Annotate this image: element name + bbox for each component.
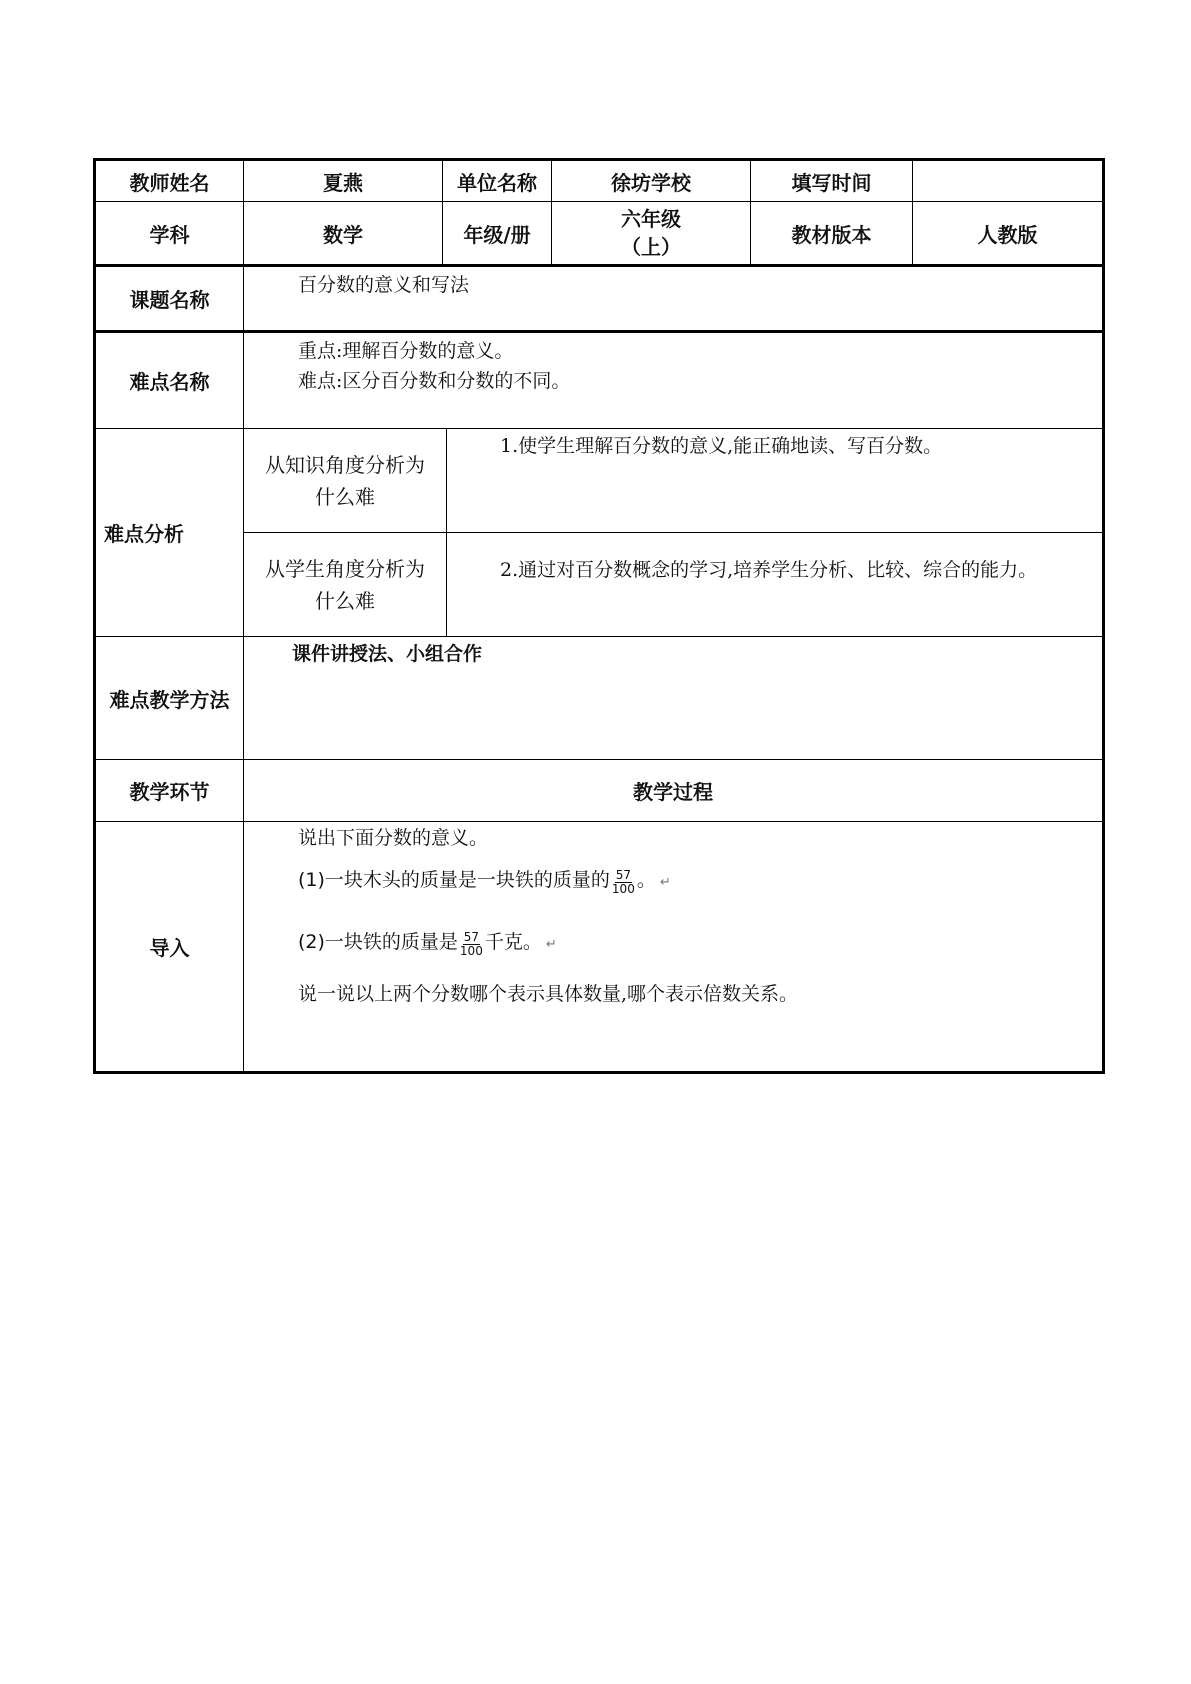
intro-item-1 xyxy=(298,866,671,897)
grade-value xyxy=(552,202,750,264)
table-rule xyxy=(93,264,1105,267)
table-rule xyxy=(93,821,1105,822)
fraction-57-100 xyxy=(460,931,483,958)
return-mark-icon: ↵ xyxy=(659,875,671,890)
intro-item-1-end: 。 xyxy=(636,869,656,891)
fraction-numerator: 57 xyxy=(463,930,480,944)
method-label: 难点教学方法 xyxy=(109,687,230,712)
intro-prompt: 说出下面分数的意义。 xyxy=(298,827,489,849)
unit-label: 单位名称 xyxy=(457,170,537,195)
topic-value: 百分数的意义和写法 xyxy=(298,274,470,296)
table-border-bottom xyxy=(93,1071,1105,1074)
knowledge-angle-line2: 什么难 xyxy=(315,484,375,509)
intro-question: 说一说以上两个分数哪个表示具体数量,哪个表示倍数关系。 xyxy=(298,983,799,1005)
subject-value: 数学 xyxy=(323,222,363,247)
teacher-value: 夏燕 xyxy=(323,170,363,195)
table-rule xyxy=(446,428,447,636)
grade-value-line1: 六年级 xyxy=(621,207,681,231)
fraction-numerator: 57 xyxy=(615,868,632,882)
knowledge-angle-value: 1.使学生理解百分数的意义,能正确地读、写百分数。 xyxy=(500,435,943,457)
edition-label: 教材版本 xyxy=(791,222,872,247)
table-border-right xyxy=(1102,158,1105,1074)
method-value: 课件讲授法、小组合作 xyxy=(292,643,483,665)
intro-label: 导入 xyxy=(149,936,190,960)
student-angle-line2: 什么难 xyxy=(315,588,375,613)
fraction-denominator: 100 xyxy=(459,944,483,958)
unit-value: 徐坊学校 xyxy=(611,170,691,195)
key-point-text: 重点:理解百分数的意义。 xyxy=(298,340,514,362)
fraction-denominator: 100 xyxy=(611,882,635,896)
edition-value: 人教版 xyxy=(977,222,1038,247)
stage-header-label: 教学环节 xyxy=(129,780,210,804)
difficulty-label: 难点名称 xyxy=(129,370,210,394)
subject-label: 学科 xyxy=(149,222,190,247)
student-angle-line1: 从学生角度分析为 xyxy=(265,556,425,581)
grade-label: 年级/册 xyxy=(463,222,531,247)
teacher-label: 教师姓名 xyxy=(129,170,210,195)
intro-item-2-text: (2)一块铁的质量是 xyxy=(298,931,458,953)
knowledge-angle-label xyxy=(244,429,446,532)
intro-item-1-text: (1)一块木头的质量是一块铁的质量的 xyxy=(298,869,610,891)
analysis-label: 难点分析 xyxy=(104,522,184,546)
fill-time-value xyxy=(913,161,1102,201)
topic-label: 课题名称 xyxy=(129,288,210,312)
student-angle-value: 2.通过对百分数概念的学习,培养学生分析、比较、综合的能力。 xyxy=(500,559,1038,581)
intro-item-2 xyxy=(298,928,557,959)
student-angle-label xyxy=(244,533,446,636)
fill-time-label: 填写时间 xyxy=(791,170,872,195)
intro-item-2-end: 千克。 xyxy=(484,931,542,953)
knowledge-angle-line1: 从知识角度分析为 xyxy=(265,452,425,477)
table-rule xyxy=(93,330,1105,333)
fraction-57-100 xyxy=(612,869,635,896)
grade-value-line2: （上） xyxy=(621,235,681,259)
table-rule xyxy=(93,636,1105,637)
process-header-label: 教学过程 xyxy=(633,780,713,804)
hard-point-text: 难点:区分百分数和分数的不同。 xyxy=(298,370,571,392)
return-mark-icon: ↵ xyxy=(545,937,557,952)
